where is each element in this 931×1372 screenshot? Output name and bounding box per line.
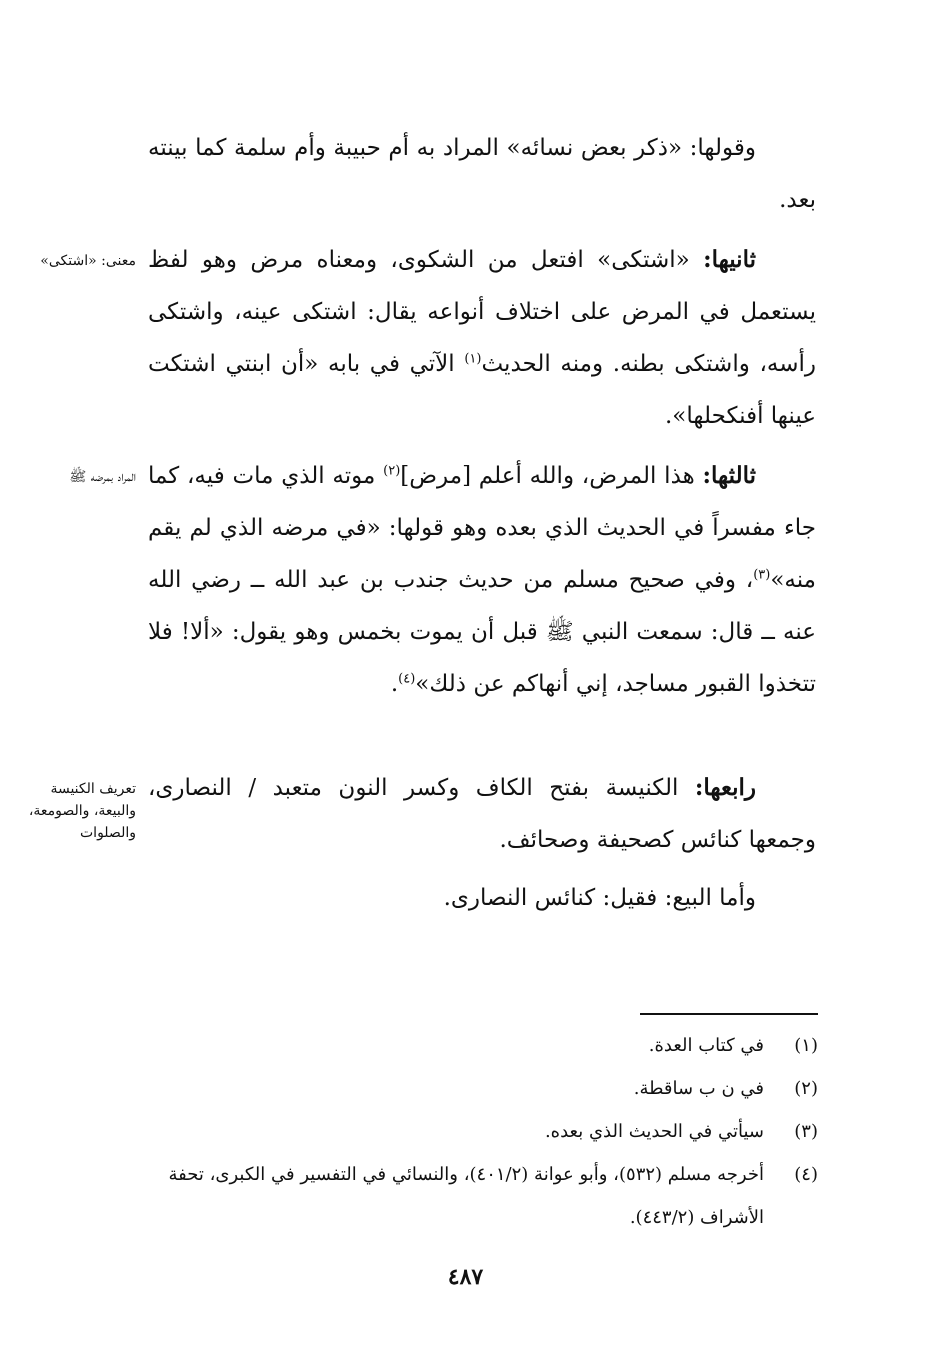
margin-note-1: معنى: «اشتكى» (40, 253, 136, 269)
footnote-item (150, 1110, 818, 1153)
margin-note-3: تعريف الكنيسة والبيعة، والصومعة، والصلوات (28, 781, 136, 841)
paragraph-text: موته الذي مات فيه، كما جاء مفسراً في الحديث الذي بعده وهو قولها: «في مرضه الذي لم يقم منه» (148, 463, 816, 593)
paragraph-1 (148, 122, 816, 226)
footnotes (150, 1024, 818, 1239)
footnote-ref: (٢) (383, 463, 401, 479)
footnote-number: (٢) (794, 1078, 818, 1099)
paragraph-lead: رابعها: (694, 774, 756, 801)
paragraph-text: الكنيسة بفتح الكاف وكسر النون متعبد / النصارى، وجمعها كنائس كصحيفة وصحائف. (148, 775, 816, 853)
page-number: ٤٨٧ (447, 1264, 484, 1290)
paragraph-lead: ثانيها: (703, 246, 756, 273)
paragraph-3 (148, 450, 816, 710)
footnote-text: في كتاب العدة. (648, 1035, 764, 1056)
paragraph-text: «اشتكى» افتعل من الشكوى، ومعناه مرض وهو لفظ يستعمل في المرض على اختلاف أنواعه يقال: اشتكى عينه، واشتكى رأسه، واشتكى بطنه. ومنه الحديث (148, 247, 816, 377)
footnote-text: أخرجه مسلم (٥٣٢)، وأبو عوانة (٤٠١/٢)، والنسائي في التفسير في الكبرى، تحفة الأشراف (٤٤٣/٢). (168, 1164, 764, 1228)
paragraph-text: ، وفي صحيح مسلم من حديث جندب بن عبد الله ــ رضي الله عنه ــ قال: سمعت النبي ﷺ قبل أن يموت بخمس وهو يقول: «ألا! فلا تتخذوا القبور مساجد، إني أنهاكم عن ذلك» (148, 567, 816, 697)
paragraph-text: وأما البيع: فقيل: كنائس النصارى. (443, 885, 756, 911)
footnote-ref: (٣) (753, 567, 771, 583)
footnote-item (150, 1153, 818, 1239)
footnote-ref: (٤) (398, 671, 416, 687)
paragraph-lead: ثالثها: (702, 462, 757, 489)
paragraph-text: . (390, 671, 399, 697)
paragraph-4 (148, 762, 816, 866)
footnote-text: في ن ب ساقطة. (633, 1078, 764, 1099)
paragraph-2 (148, 234, 816, 442)
paragraph-text: وقولها: «ذكر بعض نسائه» المراد به أم حبيبة وأم سلمة كما بينته بعد. (148, 135, 816, 213)
footnote-text: سيأتي في الحديث الذي بعده. (544, 1121, 764, 1142)
paragraph-5 (148, 872, 816, 924)
footnote-number: (١) (794, 1035, 818, 1056)
paragraph-text: الآتي في بابه «أن ابنتي اشتكت عينها أفنكحلها». (148, 351, 816, 429)
margin-note-2: المراد بمرضه ﷺ (69, 469, 136, 485)
paragraph-text: هذا المرض، والله أعلم [مرض] (400, 463, 703, 489)
footnote-item (150, 1067, 818, 1110)
footnote-divider (640, 1013, 818, 1015)
footnote-number: (٤) (794, 1164, 818, 1185)
footnote-ref: (١) (464, 351, 482, 367)
footnote-item (150, 1024, 818, 1067)
footnote-number: (٣) (794, 1121, 818, 1142)
